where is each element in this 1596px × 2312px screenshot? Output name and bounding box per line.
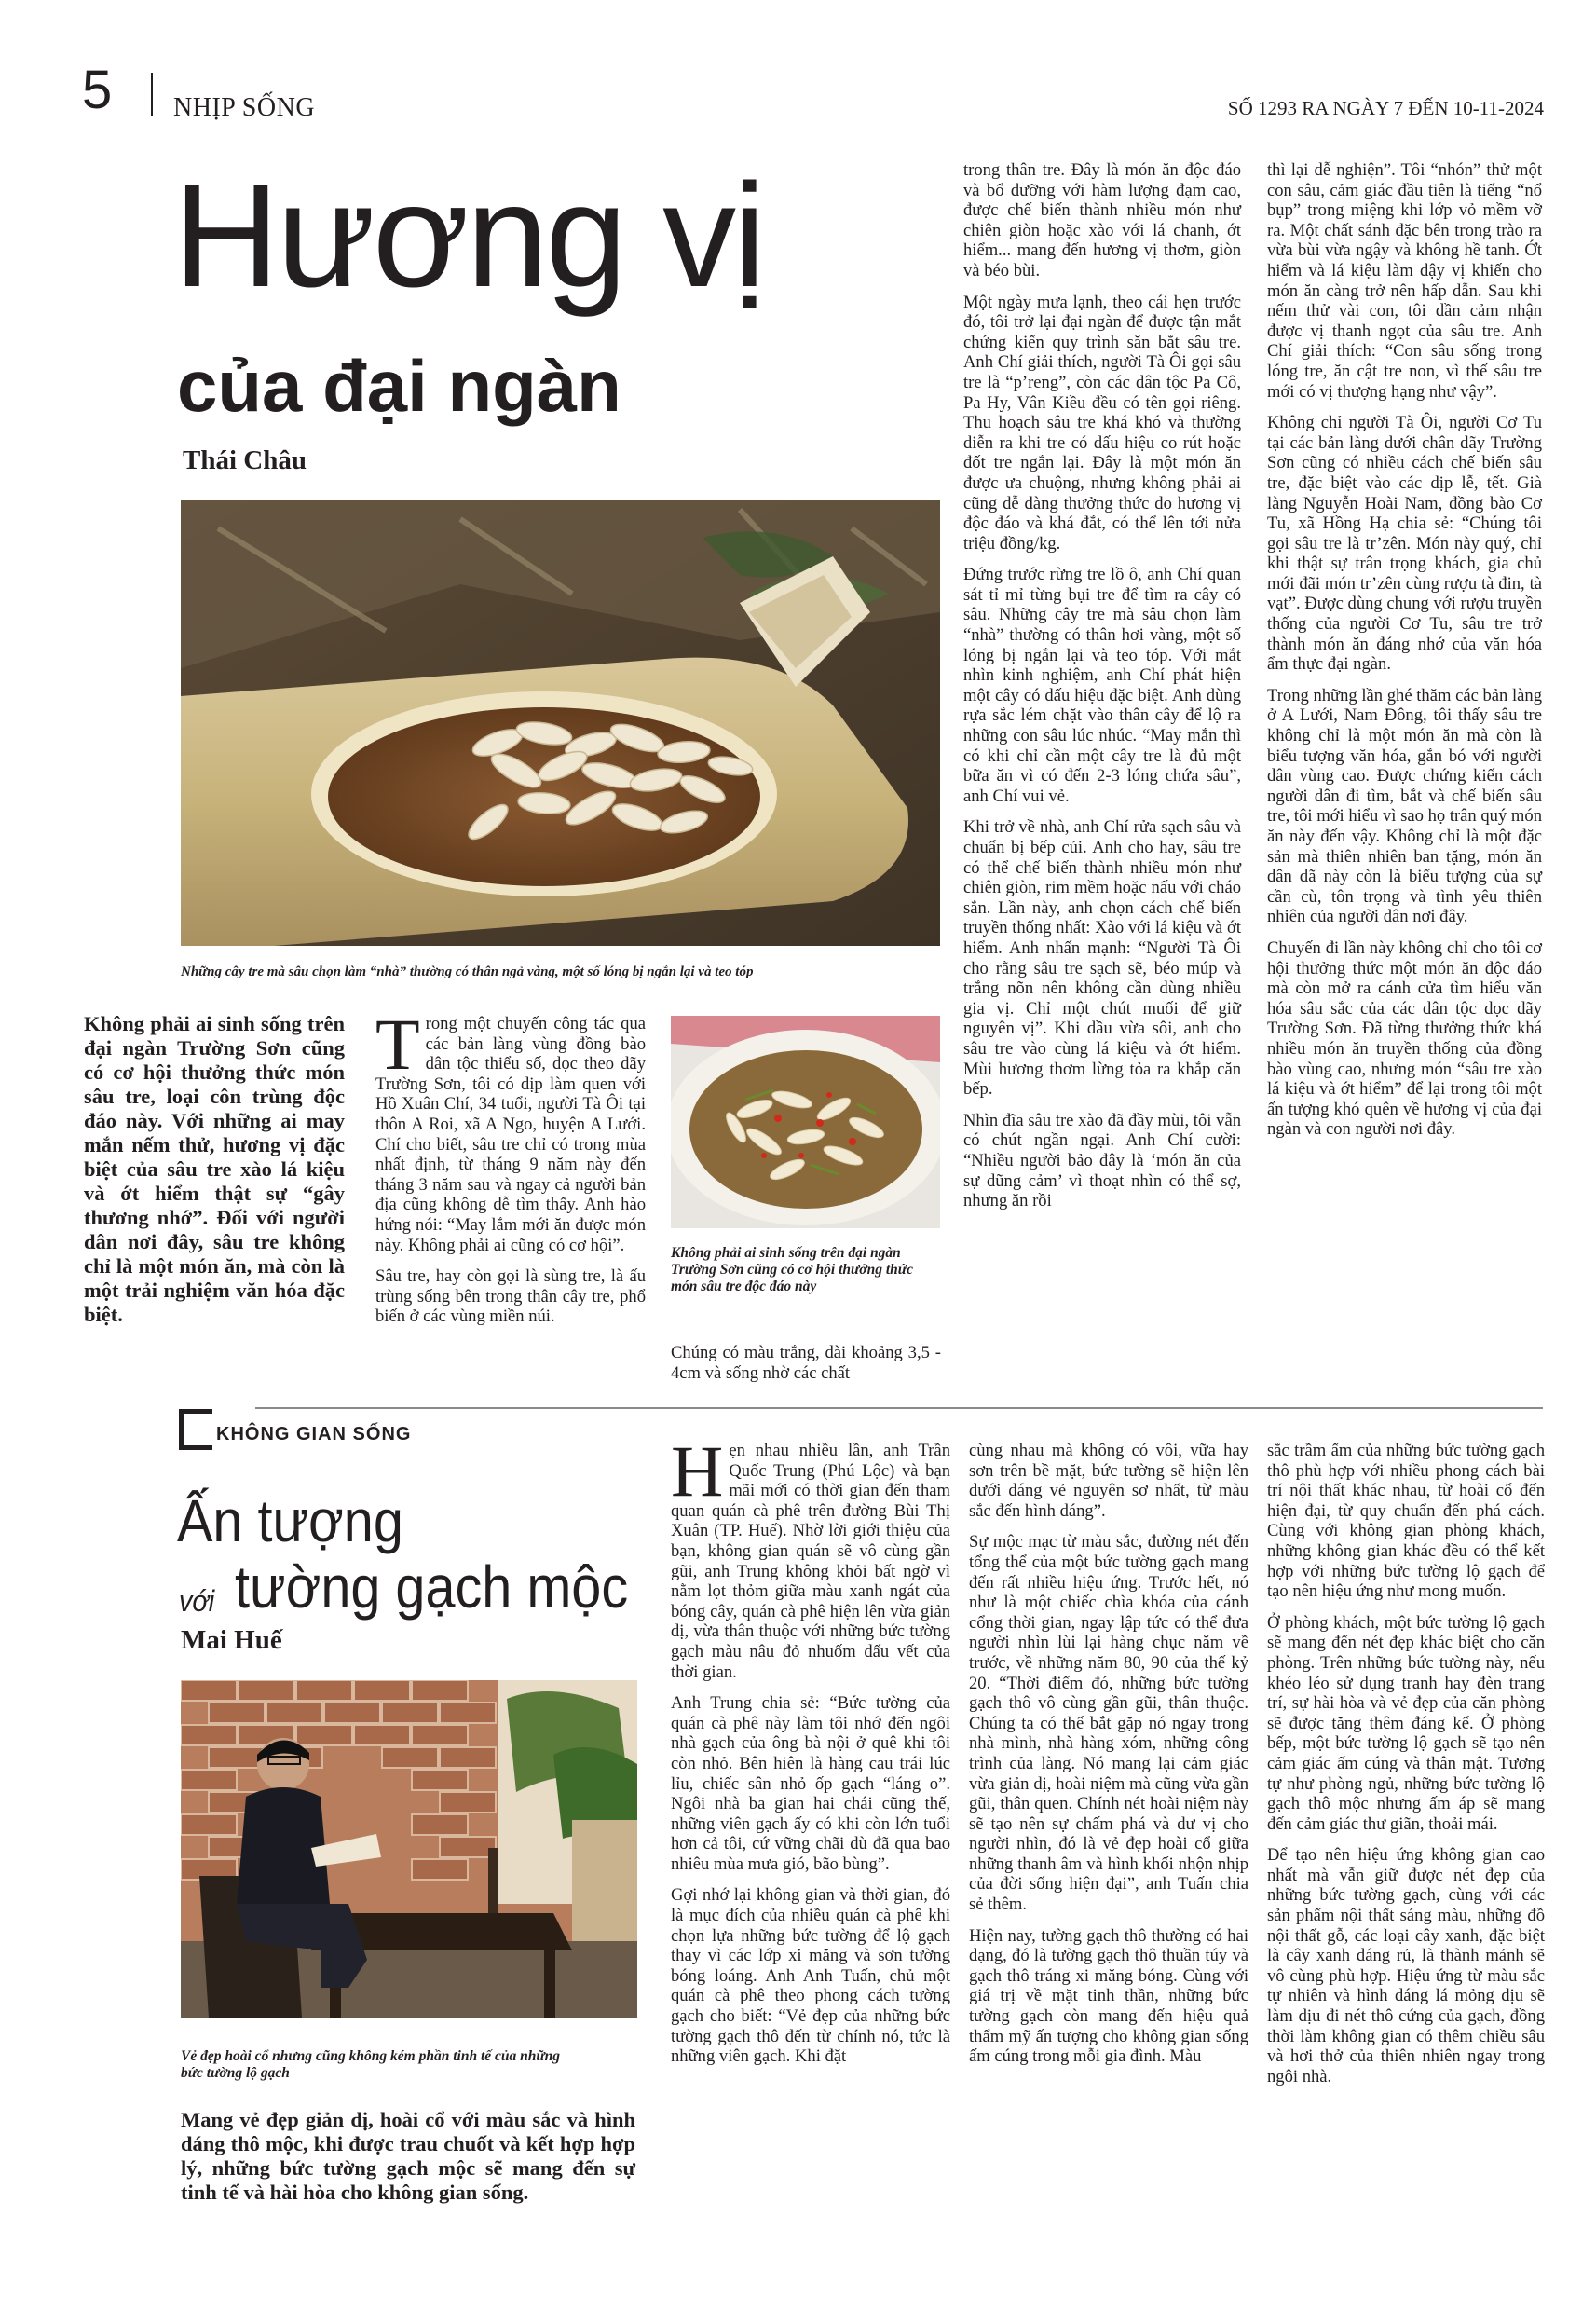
article2-author: Mai Huế (181, 1625, 282, 1655)
paragraph: Gợi nhớ lại không gian và thời gian, đó là mục đích của nhiều quán cà phê khi chọn lựa những bức tường để lộ gạch thay vì các lớp xi măng và sơn tường bóng loáng. Anh Anh Tuấn, chủ một quán cà phê theo phong cách tường gạch cho biết: “Vẻ đẹp của những bức tường gạch thô đến từ chính nó, tức là những viên gạch. Khi đặt (671, 1885, 950, 2067)
section-divider (255, 1407, 1543, 1409)
dropcap: H (671, 1430, 724, 1512)
article2-title-small: với (179, 1584, 215, 1618)
article-author: Thái Châu (183, 445, 307, 475)
article2-lead: Mang vẻ đẹp giản dị, hoài cổ với màu sắc và hình dáng thô mộc, khi được trau chuốt và kết hợp hợp lý, những bức tường gạch mộc sẽ mang đến sự tinh tế và hài hòa cho không gian sống. (181, 2108, 635, 2204)
paragraph: Nhìn đĩa sâu tre xào đã đầy mùi, tôi vẫn có chút ngần ngại. Anh Chí cười: “Nhiều người bảo đây là ‘món ăn của sự dũng cảm’ vì thoạt nhìn có thể sợ, nhưng ăn rồi (963, 1110, 1241, 1211)
article-column-5 (1267, 160, 1542, 1151)
issue-info: SỐ 1293 RA NGÀY 7 ĐẾN 10-11-2024 (1227, 97, 1544, 119)
paragraph: rong một chuyến công tác qua các bản làng vùng đồng bào dân tộc thiểu số, dọc theo dãy Trường Sơn, tôi có dịp làm quen với Hồ Xuân Chí, 34 tuổi, người Tà Ôi tại thôn A Roi, xã A Ngo, huyện A Lưới. Chí cho biết, sâu tre chỉ có trong mùa nhất định, từ tháng 9 năm này đến tháng 3 năm sau và ngay cả người bản địa cũng không dễ tìm thấy. Anh hào hứng nói: “May lắm mới ăn được món này. Không phải ai cũng có cơ hội”. (375, 1014, 646, 1255)
brick-wall-photo (181, 1680, 637, 2018)
paragraph: Anh Trung chia sẻ: “Bức tường của quán cà phê này làm tôi nhớ đến ngôi nhà gạch của ông bà nội ở quê khi tôi còn nhỏ. Bên hiên là hàng cau trái lúc lỉu, chiếc sân nhỏ ốp gạch “láng o”. Ngôi nhà ba gian hai chái cũng thế, những viên gạch ấy có khi còn lớn tuổi hơn cả tôi, cứ vững chãi dù đã qua bao nhiêu mùa mưa gió, bão bùng”. (671, 1693, 950, 1874)
photo1-caption: Những cây tre mà sâu chọn làm “nhà” thường có thân ngả vàng, một số lóng bị ngắn lại và teo tóp (181, 964, 754, 979)
paragraph: Ở phòng khách, một bức tường lộ gạch sẽ mang đến nét đẹp khác biệt cho căn phòng. Trên những bức tường này, nếu khéo léo sử dụng tranh hay đèn trang trí, sự hài hòa và vẻ đẹp của căn phòng sẽ được tăng thêm đáng kể. Ở phòng bếp, một bức tường lộ gạch sẽ tạo nên cảm giác ấm cúng và thân mật. Tương tự như phòng ngủ, những bức tường lộ gạch thô mộc nhưng ấm áp sẽ mang đến cảm giác thư giãn, thoải mái. (1267, 1612, 1545, 1834)
paragraph: thì lại dễ nghiện”. Tôi “nhón” thử một con sâu, cảm giác đầu tiên là tiếng “nổ bụp” trong miệng khi lớp vỏ mềm vỡ ra. Một chất sánh đặc bên trong trào ra vừa bùi vừa ngậy và không hề tanh. Ớt hiểm và lá kiệu làm dậy vị khiến cho món ăn càng trở nên hấp dẫn. Sau khi nếm thử vài con, tôi dần cảm nhận được vị thanh ngọt của sâu tre. Anh Chí giải thích: “Con sâu sống trong lóng tre, ăn cật tre non, vì thế sâu tre mới có vị thượng hạng như vậy”. (1267, 160, 1542, 402)
fried-larvae-dish-photo (671, 1016, 940, 1228)
page-number: 5 (82, 60, 113, 120)
dropcap: T (375, 1004, 420, 1085)
section-label: KHÔNG GIAN SỐNG (216, 1424, 412, 1444)
article2-title: Ấn tượng (177, 1487, 403, 1554)
article-lead: Không phải ai sinh sống trên đại ngàn Trường Sơn cũng có cơ hội thưởng thức món sâu tre, loại côn trùng độc đáo này. Với những ai may mắn nếm thử, hương vị đặc biệt của sâu tre xào lá kiệu và ớt hiểm thật sự “gây thương nhớ”. Đối với người dân nơi đây, sâu tre không chỉ là một món ăn, mà còn là một trải nghiệm văn hóa đặc biệt. (84, 1012, 345, 1326)
article2-column-2 (671, 1430, 950, 2078)
paragraph: Sâu tre, hay còn gọi là sùng tre, là ấu trùng sống bên trong thân cây tre, phổ biến ở các vùng miền núi. (375, 1266, 646, 1327)
header-divider (151, 73, 153, 116)
photo2-caption: Không phải ai sinh sống trên đại ngàn Trường Sơn cũng có cơ hội thưởng thức món sâu tre độc đáo này (671, 1245, 913, 1294)
paragraph: Để tạo nên hiệu ứng không gian cao nhất mà vẫn giữ được nét đẹp của những bức tường gạch, cùng với các sản phẩm nội thất sáng màu, những đồ nội thất gỗ, các loại cây xanh, đặc biệt là cây xanh dáng rủ, là thành mảnh sẽ vô cùng phù hợp. Hiệu ứng từ màu sắc tự nhiên và hình dáng lá mỏng dịu sẽ làm dịu đi nét thô cứng của gạch, đồng thời làm không gian có thêm chiều sâu và hơi thở của thiên nhiên ngay trong ngôi nhà. (1267, 1845, 1545, 2086)
section-label-box (179, 1409, 212, 1450)
paragraph: Một ngày mưa lạnh, theo cái hẹn trước đó, tôi trở lại đại ngàn để được tận mắt chứng kiến quy trình săn bắt sâu tre. Anh Chí giải thích, người Tà Ôi gọi sâu tre là “p’reng”, còn các dân tộc Pa Cô, Pa Hy, Vân Kiều đều có tên gọi riêng. Thu hoạch sâu tre khá khó và thường diễn ra khi tre có dấu hiệu co rút hoặc đốt tre ngắn lại. Đây là một món ăn được ưa chuộng, nhưng không phải ai cũng dễ dàng thưởng thức do hương vị độc đáo và khá đắt, có thể lên tới nửa triệu đồng/kg. (963, 292, 1241, 554)
section-name: NHỊP SỐNG (173, 93, 316, 122)
article2-column-3 (969, 1441, 1248, 2078)
article2-column-4 (1267, 1441, 1545, 2098)
article-column-4 (963, 160, 1241, 1223)
paragraph: Hiện nay, tường gạch thô thường có hai dạng, đó là tường gạch thô thuần túy và gạch thô tráng xi măng bóng. Cùng với giá trị về mặt tinh thần, những bức tường gạch còn mang đến hiệu quả thẩm mỹ ấn tượng cho không gian sống ấm cúng trong mỗi gia đình. Màu (969, 1925, 1248, 2067)
article-subtitle: của đại ngàn (177, 345, 621, 427)
article-column-2 (375, 1004, 646, 1338)
article-title: Hương vị (173, 154, 764, 318)
paragraph: Đứng trước rừng tre lồ ô, anh Chí quan sát tỉ mỉ từng bụi tre để tìm ra cây có sâu. Những cây tre mà sâu chọn làm “nhà” thường có thân hơi vàng, một số lóng bị ngắn lại và teo tóp. Với mắt nhìn kinh nghiệm, anh Chí phát hiện một cây có dấu hiệu đặc biệt. Anh dùng rựa sắc lém chặt vào thân cây để lộ ra những con sâu lúc nhúc. “May mắn thì có khi chỉ cần một cây tre là đủ một bữa ăn vì có đến 2-3 lóng chứa sâu”, anh Chí vui vẻ. (963, 565, 1241, 806)
article-column-3-bottom: Chúng có màu trắng, dài khoảng 3,5 - 4cm và sống nhờ các chất (671, 1343, 941, 1383)
paragraph: Trong những lần ghé thăm các bản làng ở A Lưới, Nam Đông, tôi thấy sâu tre không chỉ là một món ăn mà còn là biểu tượng văn hóa, gắn bó với người dân vùng cao. Được chứng kiến cách người dân đi tìm, bắt và chế biến sâu tre, tôi mới hiểu vì sao họ trân quý món ăn này đến vậy. Không chỉ là một đặc sản mà thiên nhiên ban tặng, món ăn dân dã này còn là biểu tượng của sự cần cù, tôn trọng và tình yêu thiên nhiên của người dân nơi đây. (1267, 685, 1542, 927)
paragraph: cùng nhau mà không có vôi, vữa hay sơn trên bề mặt, bức tường sẽ hiện lên dưới dáng vẻ nguyên sơ nhất, từ màu sắc đến hình dáng”. (969, 1441, 1248, 1521)
paragraph: Sự mộc mạc từ màu sắc, đường nét đến tổng thể của một bức tường gạch mang đến rất nhiều hiệu ứng. Trước hết, nó như là một chiếc chìa khóa của cánh cổng thời gian, ngay lập tức có thể đưa người nhìn lùi lại hàng chục năm về trước, về những năm 80, 90 của thế kỷ 20. “Thời điểm đó, những bức tường gạch thô vô cùng gần gũi, thân thuộc. Chúng ta có thể bắt gặp nó ngay trong nhà mình, nhà hàng xóm, những công trình của làng. Nó mang lại cảm giác vừa giản dị, hoài niệm mà cũng vừa gần gũi, thân quen. Chính nét hoài niệm này sẽ tạo nên sự chấm phá và dư vị cho người nhìn, đó là vẻ đẹp hoài cổ giữa những thanh âm và hình khối nhộn nhịp của đời sống hiện đại”, anh Tuấn chia sẻ thêm. (969, 1532, 1248, 1915)
paragraph: trong thân tre. Đây là món ăn độc đáo và bổ dưỡng với hàm lượng đạm cao, được chế biến thành nhiều món như chiên giòn hoặc xào với lá chanh, ớt hiểm... mang đến hương vị thơm, giòn và béo bùi. (963, 160, 1241, 280)
article2-subtitle: tường gạch mộc (235, 1553, 629, 1621)
photo3-caption: Vẻ đẹp hoài cổ nhưng cũng không kém phần tinh tế của những bức tường lộ gạch (181, 2048, 561, 2081)
paragraph: Không chỉ người Tà Ôi, người Cơ Tu tại các bản làng dưới chân dãy Trường Sơn cũng có nhiều cách chế biến sâu tre, đặc biệt vào các dịp lễ, tết. Già làng Nguyễn Hoài Nam, đồng bào Cơ Tu, xã Hồng Hạ chia sẻ: “Chúng tôi gọi sâu tre là tr’zên. Món này quý, chỉ khi thật sự trân trọng khách, gia chủ mới đãi món tr’zên cùng rượu tà đin, tà vạt”. Được dùng chung với rượu truyền thống của người Cơ Tu, sâu tre trở thành món ăn đáng nhớ của văn hóa ẩm thực đại ngàn. (1267, 413, 1542, 675)
bamboo-larvae-photo (181, 500, 940, 946)
paragraph: Chuyến đi lần này không chỉ cho tôi cơ hội thưởng thức một món ăn độc đáo mà còn mở ra cánh cửa tìm hiểu văn hóa sâu sắc của các dân tộc dọc dãy Trường Sơn. Đã từng thưởng thức khá nhiều món ăn truyền thống của đồng bào vùng cao, nhưng món “sâu tre xào lá kiệu và ớt hiểm” để lại trong tôi một ấn tượng khó quên về hương vị của đại ngàn và con người nơi đây. (1267, 937, 1542, 1140)
paragraph: sắc trầm ấm của những bức tường gạch thô phù hợp với nhiều phong cách bài trí nội thất khác nhau, từ hoài cổ đến hiện đại, từ quy chuẩn đến phá cách. Cùng với không gian phòng khách, những không gian khác đều có thể kết hợp với những bức tường lộ gạch để tạo nên hiệu ứng như mong muốn. (1267, 1441, 1545, 1602)
paragraph: Khi trở về nhà, anh Chí rửa sạch sâu và chuẩn bị bếp củi. Anh cho hay, sâu tre có thể chế biến thành nhiều món như chiên giòn, rim mềm hoặc nấu với cháo sắn. Lần này, anh chọn cách chế biến truyền thống nhất: Xào với lá kiệu và ớt hiểm. Anh nhấn mạnh: “Người Tà Ôi cho rằng sâu tre sạch sẽ, béo múp và trắng nõn nên không cần dùng nhiều gia vị. Chỉ một chút muối để giữ nguyên vị”. Khi dầu vừa sôi, anh cho sâu tre vào cùng lá kiệu và ớt hiểm. Mùi hương thơm lừng tỏa ra khắp căn bếp. (963, 817, 1241, 1100)
paragraph: ẹn nhau nhiều lần, anh Trần Quốc Trung (Phú Lộc) và bạn mãi mới có thời gian đến tham quan quán cà phê trên đường Bùi Thị Xuân (TP. Huế). Nhờ lời giới thiệu của bạn, không gian quán sẽ vô cùng gần gũi, anh Trung không khỏi bất ngờ vì nằm lọt thỏm giữa màu xanh ngát của bóng cây, quán cà phê hiện lên vừa giản dị, vừa thân thuộc với những bức tường gạch màu nâu đỏ nhuốm dấu vết của thời gian. (671, 1441, 950, 1682)
